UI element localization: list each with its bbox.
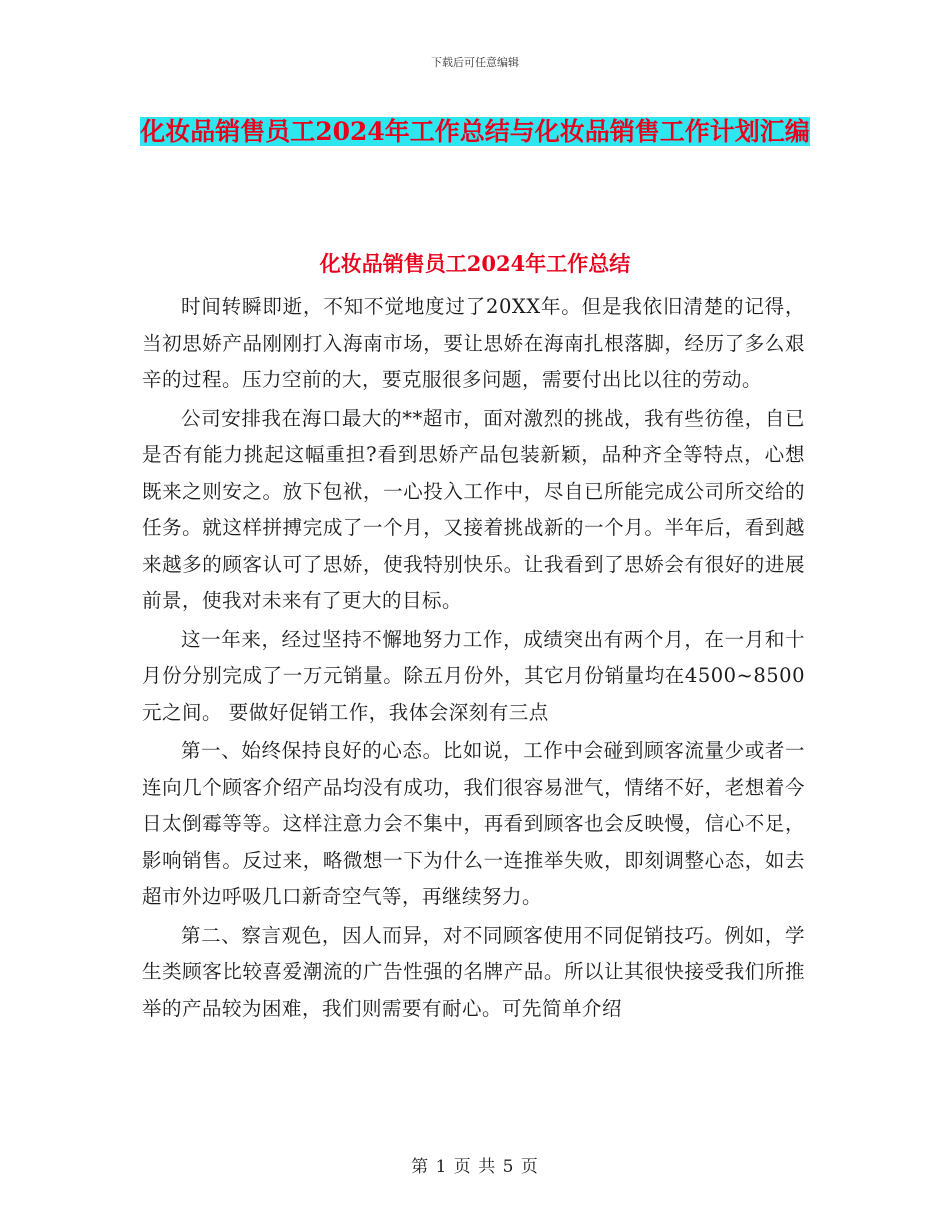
paragraph-3: 这一年来，经过坚持不懈地努力工作，成绩突出有两个月，在一月和十月份分别完成了一万元销量。除五月份外，其它月份销量均在4500~8500元之间。 要做好促销工作，我体会深刻有三点	[142, 627, 805, 724]
section-title: 化妆品销售员工2024年工作总结	[319, 251, 631, 276]
document-body	[142, 289, 805, 1029]
paragraph-4: 第一、始终保持良好的心态。比如说，工作中会碰到顾客流量少或者一连向几个顾客介绍产品均没有成功，我们很容易泄气，情绪不好，老想着今日太倒霉等等。这样注意力会不集中，再看到顾客也会反映慢，信心不足，影响销售。反过来，略微想一下为什么一连推举失败，即刻调整心态，如去超市外边呼吸几口新奇空气等，再继续努力。	[142, 739, 805, 908]
document-title	[140, 112, 810, 152]
paragraph-5: 第二、察言观色，因人而异，对不同顾客使用不同促销技巧。例如，学生类顾客比较喜爱潮流的广告性强的名牌产品。所以让其很快接受我们所推举的产品较为困难，我们则需要有耐心。可先简单介绍	[142, 923, 805, 1020]
header-note: 下载后可任意编辑	[431, 56, 519, 69]
paragraph-1: 时间转瞬即逝，不知不觉地度过了20XX年。但是我依旧清楚的记得，当初思娇产品刚刚打入海南市场，要让思娇在海南扎根落脚，经历了多么艰辛的过程。压力空前的大，要克服很多问题，需要付出比以往的劳动。	[142, 295, 805, 391]
document-title-text: 化妆品销售员工2024年工作总结与化妆品销售工作计划汇编	[140, 117, 810, 146]
page-number: 第 1 页 共 5 页	[411, 1157, 539, 1177]
paragraph-2: 公司安排我在海口最大的**超市，面对激烈的挑战，我有些彷徨，自已是否有能力挑起这幅重担?看到思娇产品包装新颖，品种齐全等特点，心想既来之则安之。放下包袱，一心投入工作中，尽自已所能完成公司所交给的任务。就这样拼搏完成了一个月，又接着挑战新的一个月。半年后，看到越来越多的顾客认可了思娇，使我特别快乐。让我看到了思娇会有很好的进展前景，使我对未来有了更大的目标。	[142, 406, 805, 612]
